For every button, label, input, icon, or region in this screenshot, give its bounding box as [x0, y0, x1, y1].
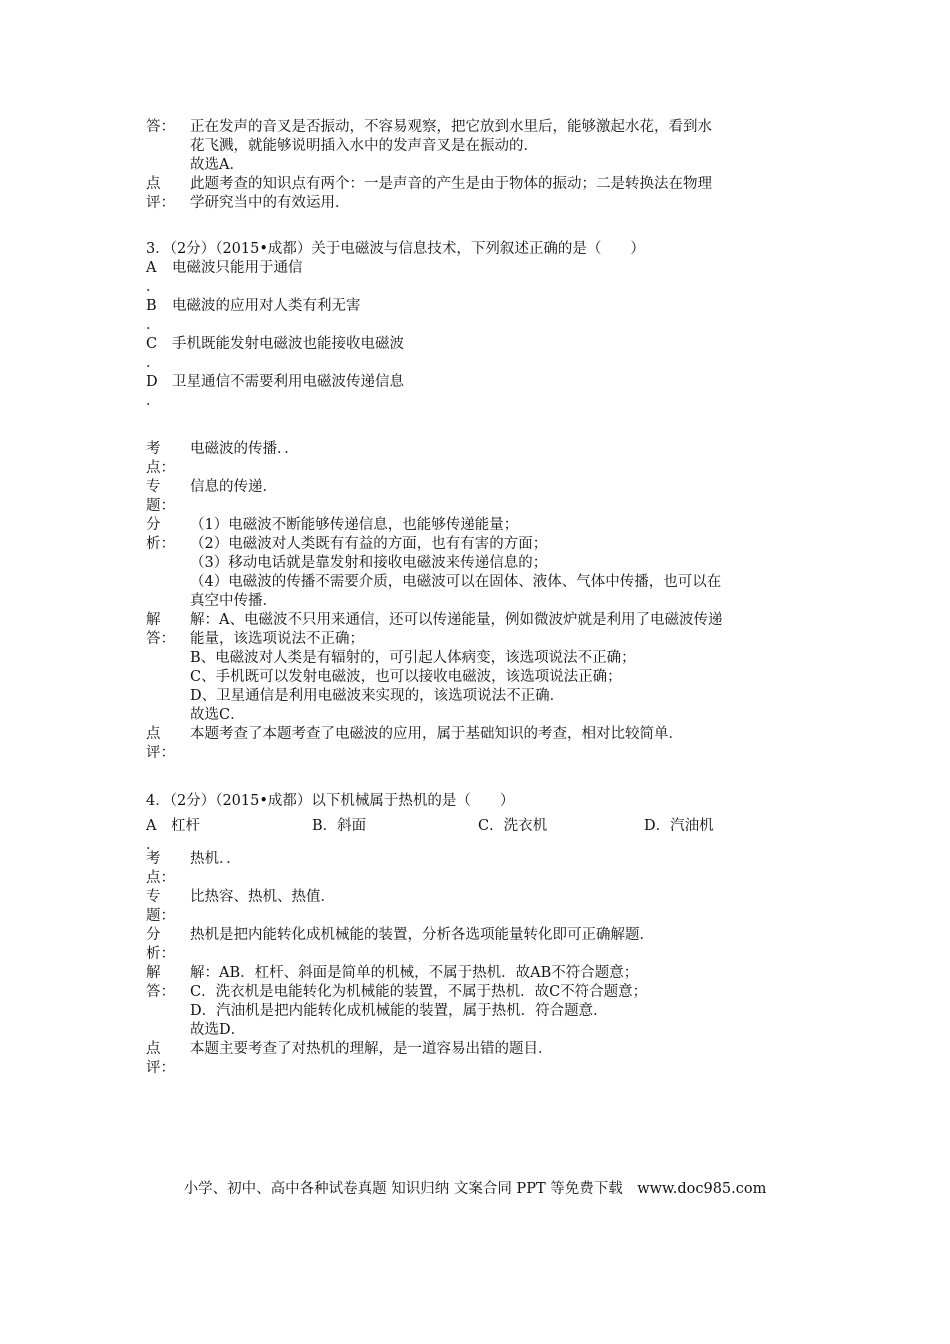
jieda-label: 解 答： [146, 612, 175, 647]
option-dot: ． [146, 279, 161, 295]
question-4 [146, 792, 816, 855]
page-footer: 小学、初中、高中各种试卷真题 知识归纳 文案合同 PPT 等免费下载 www.doc985.com [183, 1181, 767, 1197]
option-dot: ． [146, 355, 161, 371]
jieda-line: 解：A、电磁波不只用来通信，还可以传递能量，例如微波炉就是利用了电磁波传递 [190, 612, 723, 628]
kaodian-text: 热机．． [190, 851, 241, 867]
zhuanti-label: 专 题： [146, 479, 175, 514]
comment-line: 学研究当中的有效运用． [190, 195, 350, 211]
option-dot: ． [146, 317, 161, 333]
fenxi-line: （4）电磁波的传播不需要介质，电磁波可以在固体、液体、气体中传播，也可以在 [190, 574, 722, 590]
option-c: C 手机既能发射电磁波也能接收电磁波 [146, 336, 404, 352]
fenxi-line: （3）移动电话就是靠发射和接收电磁波来传递信息的； [190, 555, 548, 571]
question-3-analysis [146, 440, 816, 763]
answer-line: 正在发声的音叉是否振动，不容易观察，把它放到水里后，能够激起水花，看到水 [190, 119, 712, 135]
jieda-line: 故选C． [190, 707, 245, 723]
kaodian-label: 考 点： [146, 441, 175, 476]
comment-line: 此题考查的知识点有两个：一是声音的产生是由于物体的振动；二是转换法在物理 [190, 176, 712, 192]
question-4-analysis [146, 850, 816, 1078]
options-list [146, 259, 816, 411]
answer-line: 故选A． [190, 157, 244, 173]
zhuanti-text: 信息的传递． [190, 479, 277, 495]
question-stem: 4．（2分）（2015•成都）以下机械属于热机的是（ ） [146, 793, 515, 809]
jieda-line: 故选D． [190, 1022, 246, 1038]
jieda-line: D、卫星通信是利用电磁波来实现的，该选项说法不正确． [190, 688, 565, 704]
fenxi-line: 真空中传播． [190, 593, 277, 609]
fenxi-line: （1）电磁波不断能够传递信息，也能够传递能量； [190, 517, 519, 533]
option-c: C．洗衣机 [478, 818, 548, 834]
dianping-label: 点 评： [146, 1041, 175, 1076]
fenxi-line: （2）电磁波对人类既有有益的方面，也有有害的方面； [190, 536, 548, 552]
option-b: B 电磁波的应用对人类有利无害 [146, 298, 361, 314]
dianping-label: 点 评： [146, 726, 175, 761]
option-dot: ． [146, 393, 161, 409]
option-a: A 杠杆 [146, 818, 200, 834]
jieda-line: C．洗衣机是电能转化为机械能的装置，不属于热机．故C不符合题意； [190, 984, 648, 1000]
option-dot: ． [146, 837, 161, 853]
jieda-line: 解：AB．杠杆、斜面是简单的机械，不属于热机．故AB不符合题意； [190, 965, 639, 981]
jieda-label: 解 答： [146, 965, 175, 1000]
answer-label: 答： [146, 119, 175, 135]
question-3 [146, 240, 816, 411]
kaodian-text: 电磁波的传播．． [190, 441, 299, 457]
prev-answer-block [146, 118, 816, 213]
option-a: A 电磁波只能用于通信 [146, 260, 303, 276]
kaodian-label: 考 点： [146, 851, 175, 886]
fenxi-label: 分 析： [146, 517, 175, 552]
zhuanti-label: 专 题： [146, 889, 175, 924]
option-b: B．斜面 [312, 818, 367, 834]
option-d: D 卫星通信不需要利用电磁波传递信息 [146, 374, 404, 390]
options-row [146, 817, 816, 836]
jieda-line: B、电磁波对人类是有辐射的，可引起人体病变，该选项说法不正确； [190, 650, 636, 666]
question-stem: 3．（2分）（2015•成都）关于电磁波与信息技术，下列叙述正确的是（ ） [146, 241, 645, 257]
answer-line: 花飞溅，就能够说明插入水中的发声音叉是在振动的． [190, 138, 538, 154]
option-d: D．汽油机 [644, 818, 714, 834]
comment-label: 点 评： [146, 176, 175, 211]
dianping-text: 本题主要考查了对热机的理解，是一道容易出错的题目． [190, 1041, 553, 1057]
zhuanti-text: 比热容、热机、热值． [190, 889, 335, 905]
jieda-line: C、手机既可以发射电磁波，也可以接收电磁波，该选项说法正确； [190, 669, 622, 685]
jieda-line: D．汽油机是把内能转化成机械能的装置，属于热机．符合题意． [190, 1003, 608, 1019]
fenxi-label: 分 析： [146, 927, 175, 962]
fenxi-text: 热机是把内能转化成机械能的装置，分析各选项能量转化即可正确解题． [190, 927, 654, 943]
jieda-line: 能量，该选项说法不正确； [190, 631, 364, 647]
dianping-text: 本题考查了本题考查了电磁波的应用，属于基础知识的考查，相对比较简单． [190, 726, 683, 742]
